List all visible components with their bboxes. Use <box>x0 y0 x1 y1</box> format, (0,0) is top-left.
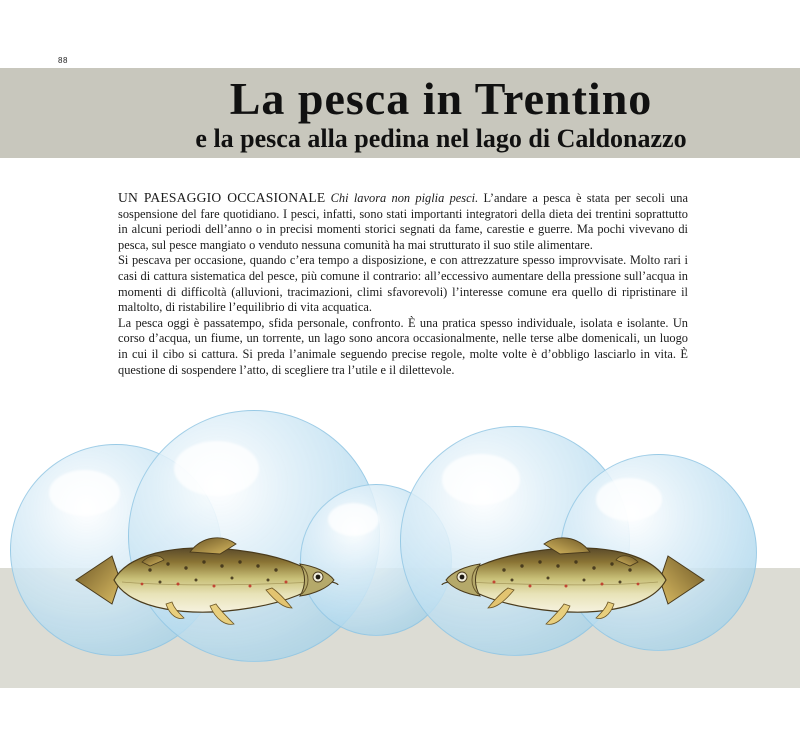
title-block <box>96 68 786 153</box>
page-title: La pesca in Trentino <box>229 73 653 124</box>
article-lead-italic: Chi lavora non piglia pesci. <box>330 191 479 205</box>
illustration-area <box>0 380 800 732</box>
article-body <box>118 190 688 378</box>
page-number: 88 <box>58 56 68 65</box>
page-subtitle: e la pesca alla pedina nel lago di Caldonazzo <box>195 124 687 153</box>
paragraph-1 <box>118 190 688 253</box>
bubble-gloss <box>174 441 259 496</box>
bubble-gloss <box>49 470 120 516</box>
trout-illustration-right <box>420 520 710 640</box>
trout-illustration-left <box>70 520 360 640</box>
paragraph-2: Si pescava per occasione, quando c’era tempo a disposizione, e con attrezzature spesso improvvisate. Molto rari i casi di cattura sistematica del pesce, più comune il contrario: all’eccessivo aumentare della pressione sull’acqua in momenti di difficoltà (alluvioni, tracimazioni, climi sfavorevoli) l’interesse comune era quello di ripristinare il maltolto, di ristabilire l’equilibrio di vita acquatica. <box>118 253 688 315</box>
bubble-gloss <box>442 454 520 504</box>
paragraph-3: La pesca oggi è passatempo, sfida personale, confronto. È una pratica spesso individuale, isolata e isolante. Un corso d’acqua, un fiume, un torrente, un lago sono ancora occasionalmente, nelle terse albe domenicali, un luogo in cui il cibo si cattura. Si preda l’animale seguendo precise regole, molte volte è d’obbligo lasciarlo in vita. È questione di sospendere l’atto, di scegliere tra l’utile e il dilettevole. <box>118 315 688 377</box>
article-kicker: UN PAESAGGIO OCCASIONALE <box>118 190 326 205</box>
title-band <box>0 68 800 158</box>
paragraph-1-text: L’andare a pesca è stata per secoli una sospensione del fare quotidiano. I pesci, infatti, sono stati importanti integratori della dieta dei trentini soprattutto in alcuni periodi dell’anno o in precisi momenti storici segnati da fame, carestie e guerre. Ma pochi vivevano di pesca, sul pesce mangiato o venduto nessuna comunità ha mai strutturato il suo stile alimentare. <box>118 191 688 252</box>
bubble-gloss <box>596 478 662 521</box>
